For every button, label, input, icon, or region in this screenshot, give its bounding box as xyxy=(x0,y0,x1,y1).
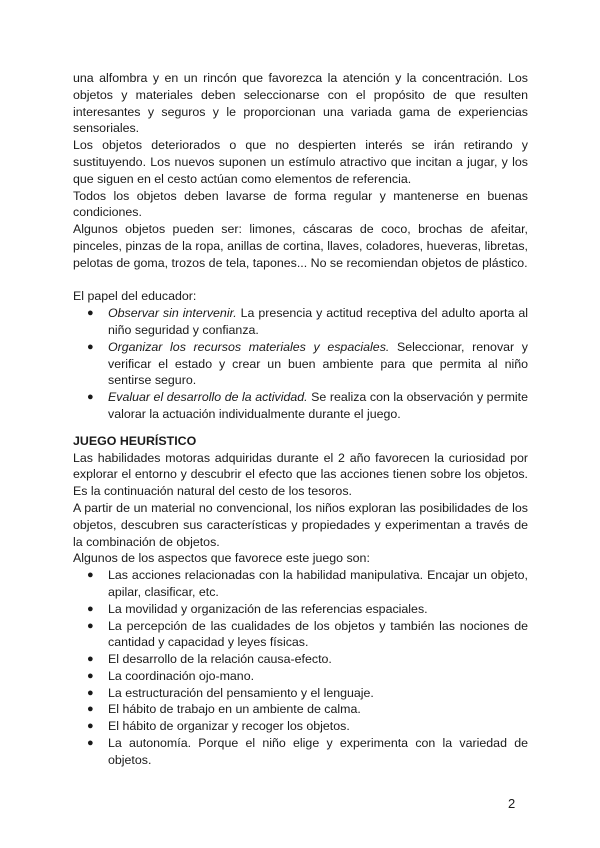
item-text: El hábito de organizar y recoger los objetos. xyxy=(108,719,350,734)
section-heading: JUEGO HEURÍSTICO xyxy=(73,433,197,448)
bullet-icon: ● xyxy=(87,619,94,632)
bullet-icon: ● xyxy=(87,703,94,716)
item-text: Seleccionar, renovar y verificar el estado y crear un buen ambiente para que permita al niño sentirse seguro. xyxy=(108,339,528,388)
educator-list xyxy=(73,305,528,423)
item-text: Las acciones relacionadas con la habilidad manipulativa. Encajar un objeto, apilar, clasificar, etc. xyxy=(108,568,528,599)
item-text: La estructuración del pensamiento y el lenguaje. xyxy=(108,685,374,700)
item-text: La autonomía. Porque el niño elige y experimenta con la variedad de objetos. xyxy=(108,736,528,767)
item-text: La presencia y actitud receptiva del adulto aporta al niño seguridad y confianza. xyxy=(108,306,528,337)
item-text: El hábito de trabajo en un ambiente de calma. xyxy=(108,702,361,717)
list-item xyxy=(73,567,528,601)
bullet-icon: ● xyxy=(87,720,94,733)
heuristic-paragraph-1: Las habilidades motoras adquiridas durante el 2 año favorecen la curiosidad por explorar el entorno y descubrir el efecto que las acciones tienen sobre los objetos. Es la continuación natural del cesto de los tesoros. xyxy=(73,450,528,499)
educator-intro: El papel del educador: xyxy=(73,289,197,304)
bullet-icon: ● xyxy=(87,569,94,582)
list-item xyxy=(73,601,528,618)
list-item xyxy=(73,718,528,735)
list-item xyxy=(73,651,528,668)
page-number: 2 xyxy=(508,796,516,811)
list-item xyxy=(73,389,528,423)
list-item xyxy=(73,701,528,718)
intro-paragraph-2: Los objetos deteriorados o que no despierten interés se irán retirando y sustituyendo. Los nuevos suponen un estímulo atractivo que incitan a jugar, y los que siguen en el cesto actúan como elementos de referencia. xyxy=(73,138,528,186)
list-item xyxy=(73,668,528,685)
heuristic-list xyxy=(73,567,528,769)
intro-paragraph-4: Algunos objetos pueden ser: limones, cáscaras de coco, brochas de afeitar, pinceles, pinzas de la ropa, anillas de cortina, llaves, coladores, hueveras, libretas, pelotas de goma, trozos de tela, tapones... No se recomiendan objetos de plástico. xyxy=(73,222,528,270)
document-body xyxy=(73,70,528,769)
bullet-icon: ● xyxy=(87,307,94,320)
spacer xyxy=(73,272,528,289)
item-lead: Evaluar el desarrollo de la actividad. xyxy=(108,390,308,405)
bullet-icon: ● xyxy=(87,653,94,666)
list-item xyxy=(73,618,528,652)
intro-paragraph-3: Todos los objetos deben lavarse de forma regular y mantenerse en buenas condiciones. xyxy=(73,188,528,220)
bullet-icon: ● xyxy=(87,737,94,750)
spacer xyxy=(73,423,528,433)
list-item xyxy=(73,735,528,769)
bullet-icon: ● xyxy=(87,602,94,615)
item-text: La movilidad y organización de las referencias espaciales. xyxy=(108,601,428,616)
heuristic-paragraph-2: A partir de un material no convencional, los niños exploran las posibilidades de los objetos, descubren sus características y propiedades y experimentan a través de la combinación de objetos. xyxy=(73,500,528,549)
bullet-icon: ● xyxy=(87,340,94,353)
intro-paragraph-1: una alfombra y en un rincón que favorezca la atención y la concentración. Los objetos y materiales deben seleccionarse con el propósito de que resulten interesantes y seguros y le proporcionan una variada gama de experiencias sensoriales. xyxy=(73,71,528,136)
bullet-icon: ● xyxy=(87,669,94,682)
item-text: La coordinación ojo-mano. xyxy=(108,668,255,683)
bullet-icon: ● xyxy=(87,686,94,699)
item-text: Se realiza con la observación y permite valorar la actuación individualmente durante el juego. xyxy=(108,390,528,421)
item-text: El desarrollo de la relación causa-efecto. xyxy=(108,652,332,667)
bullet-icon: ● xyxy=(87,391,94,404)
list-item xyxy=(73,685,528,702)
item-text: La percepción de las cualidades de los objetos y también las nociones de cantidad y capacidad y leyes físicas. xyxy=(108,618,528,650)
item-lead: Observar sin intervenir. xyxy=(108,306,237,321)
list-item xyxy=(73,339,528,389)
list-item xyxy=(73,305,528,339)
item-lead: Organizar los recursos materiales y espaciales. xyxy=(108,339,390,354)
heuristic-paragraph-3: Algunos de los aspectos que favorece este juego son: xyxy=(73,551,370,566)
